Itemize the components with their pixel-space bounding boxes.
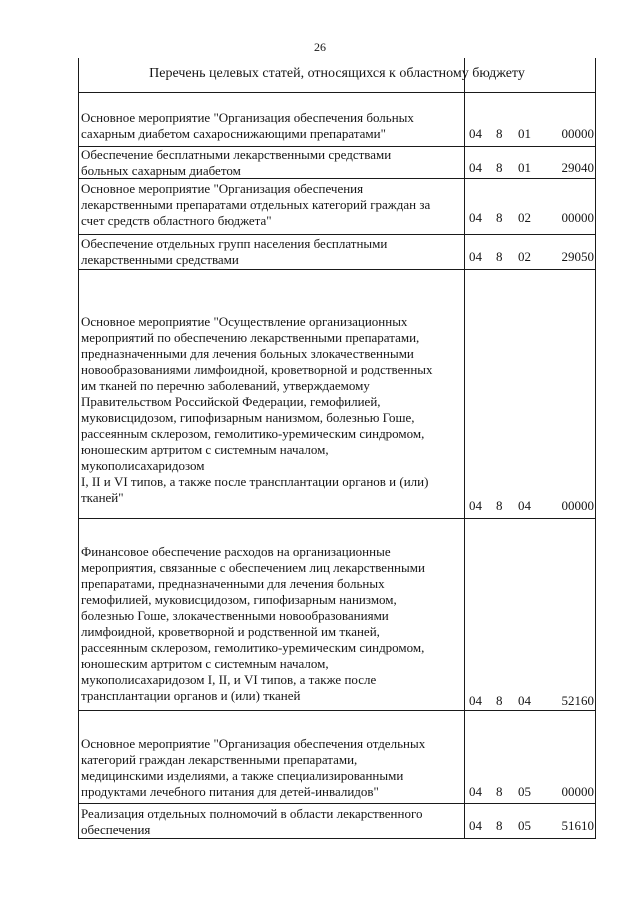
code-activity: 02 [518,210,531,225]
code-direction: 00000 [561,210,594,225]
row-text-line: мукополисахаридозом [81,458,205,473]
target-items-table [78,58,596,839]
row-text-line: юношеским артритом с системным началом, [81,656,329,671]
row-text-line: I, II и VI типов, а также после трансплантации органов и (или) [81,474,429,489]
row-text-line: лекарственными препаратами отдельных категорий граждан за [81,197,431,212]
row-text-line: Реализация отдельных полномочий в области лекарственного [81,806,423,821]
table-row [81,806,463,838]
code-subprogram: 8 [496,784,503,799]
target-code [466,160,594,176]
code-activity: 04 [518,498,531,513]
code-subprogram: 8 [496,818,503,833]
code-direction: 52160 [561,693,594,708]
code-activity: 01 [518,160,531,175]
code-activity: 05 [518,784,531,799]
row-text-line: медицинскими изделиями, а также специализированными [81,768,404,783]
code-subprogram: 8 [496,210,503,225]
row-text-line: Основное мероприятие "Организация обеспечения [81,181,364,196]
target-code [466,249,594,265]
table-row [81,147,463,179]
row-text-line: сахарным диабетом сахароснижающими препаратами" [81,126,386,141]
row-text-line: мукополисахаридозом I, II, и VI типов, а также после [81,672,377,687]
code-subprogram: 8 [496,498,503,513]
row-text-line: Обеспечение бесплатными лекарственными средствами [81,147,392,162]
row-text-line: им тканей по перечню заболеваний, утверждаемому [81,378,370,393]
code-subprogram: 8 [496,160,503,175]
row-divider [78,838,596,839]
row-divider [78,92,596,93]
row-text-line: продуктами лечебного питания для детей-инвалидов" [81,784,379,799]
target-code [466,693,594,709]
code-program: 04 [469,498,482,513]
row-text-line: рассеянным склерозом, гемолитико-уремическим синдромом, [81,426,425,441]
code-direction: 51610 [561,818,594,833]
table-column-divider [464,58,465,839]
code-activity: 04 [518,693,531,708]
row-text-line: больных сахарным диабетом [81,163,241,178]
row-text-line: юношеским артритом с системным началом, [81,442,329,457]
code-program: 04 [469,126,482,141]
table-row [81,110,463,142]
row-divider [78,234,596,235]
table-row [81,736,463,800]
row-text-line: мероприятий по обеспечению лекарственными препаратами, [81,330,420,345]
row-text-line: препаратами, предназначенными для лечения больных [81,576,385,591]
code-program: 04 [469,784,482,799]
row-text-line: лимфоидной, кроветворной и родственной им тканей, [81,624,380,639]
code-program: 04 [469,210,482,225]
row-text-line: гемофилией, муковисцидозом, гипофизарным нанизмом, [81,592,397,607]
code-direction: 00000 [561,498,594,513]
row-text-line: тканей" [81,490,124,505]
target-code [466,498,594,514]
target-code [466,784,594,800]
code-subprogram: 8 [496,249,503,264]
table-row [81,314,463,506]
row-text-line: мероприятия, связанные с обеспечением лиц лекарственными [81,560,425,575]
row-text-line: Финансовое обеспечение расходов на организационные [81,544,391,559]
code-program: 04 [469,160,482,175]
code-subprogram: 8 [496,693,503,708]
code-activity: 02 [518,249,531,264]
row-text-line: Правительством Российской Федерации, гемофилией, [81,394,381,409]
row-divider [78,710,596,711]
table-header: Перечень целевых статей, относящихся к областному бюджету [149,66,525,81]
row-text-line: категорий граждан лекарственными препаратами, [81,752,358,767]
row-divider [78,803,596,804]
row-text-line: новообразованиями лимфоидной, кроветворной и родственных [81,362,433,377]
table-row [81,181,463,229]
table-row [81,544,463,704]
row-text-line: муковисцидозом, гипофизарным нанизмом, болезнью Гоше, [81,410,415,425]
row-text-line: счет средств областного бюджета" [81,213,272,228]
table-right-border [595,58,596,839]
row-text-line: трансплантации органов и (или) тканей [81,688,301,703]
code-program: 04 [469,249,482,264]
table-row [81,236,463,268]
row-text-line: лекарственными средствами [81,252,239,267]
row-divider [78,269,596,270]
row-text-line: предназначенными для лечения больных злокачественными [81,346,414,361]
code-direction: 29040 [561,160,594,175]
code-program: 04 [469,693,482,708]
code-activity: 01 [518,126,531,141]
target-code [466,818,594,834]
code-direction: 00000 [561,784,594,799]
row-text-line: рассеянным склерозом, гемолитико-уремическим синдромом, [81,640,425,655]
row-text-line: Основное мероприятие "Осуществление организационных [81,314,408,329]
row-text-line: Основное мероприятие "Организация обеспечения отдельных [81,736,426,751]
code-activity: 05 [518,818,531,833]
code-subprogram: 8 [496,126,503,141]
code-direction: 00000 [561,126,594,141]
row-text-line: Обеспечение отдельных групп населения бесплатными [81,236,388,251]
row-text-line: Основное мероприятие "Организация обеспечения больных [81,110,414,125]
table-left-border [78,58,79,839]
target-code [466,210,594,226]
row-text-line: обеспечения [81,822,151,837]
target-code [466,126,594,142]
page-number: 26 [314,40,326,54]
row-text-line: болезнью Гоше, злокачественными новообразованиями [81,608,389,623]
row-divider [78,518,596,519]
code-direction: 29050 [561,249,594,264]
code-program: 04 [469,818,482,833]
